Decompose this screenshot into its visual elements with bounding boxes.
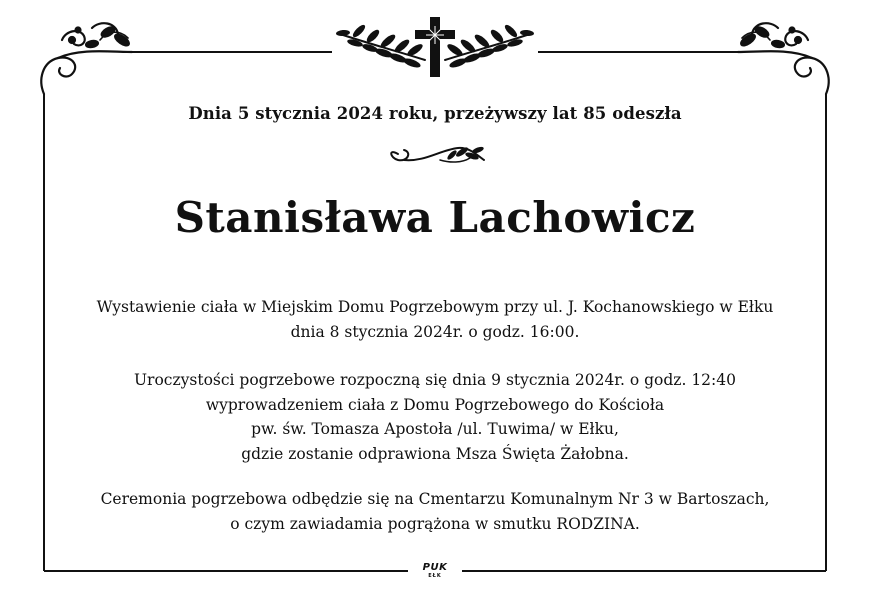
- paragraph-line: Ceremonia pogrzebowa odbędzie się na Cmentarzu Komunalnym Nr 3 w Bartoszach,: [100, 490, 770, 508]
- paragraph-line: o czym zawiadamia pogrążona w smutku RODZINA.: [230, 514, 640, 533]
- puk-logo: [414, 563, 456, 579]
- paragraph-line: dnia 8 stycznia 2024r. o godz. 16:00.: [290, 322, 580, 341]
- floral-scroll-left-icon: [41, 23, 132, 94]
- burial-paragraph: [44, 487, 826, 536]
- cross-with-laurel-icon: [336, 17, 534, 77]
- intro-line: Dnia 5 stycznia 2024 roku, przeżywszy lat 85 odeszła: [188, 104, 682, 123]
- paragraph-line: gdzie zostanie odprawiona Msza Święta Żałobna.: [241, 444, 629, 463]
- paragraph-line: wyprowadzeniem ciała z Domu Pogrzebowego do Kościoła: [205, 395, 665, 414]
- ceremony-paragraph: [44, 368, 826, 466]
- paragraph-line: Uroczystości pogrzebowe rozpoczną się dnia 9 stycznia 2024r. o godz. 12:40: [133, 371, 736, 389]
- deceased-name: Stanisława Lachowicz: [174, 193, 696, 242]
- paragraph-line: pw. św. Tomasza Apostoła /ul. Tuwima/ w Ełku,: [251, 420, 619, 438]
- viewing-paragraph: [44, 295, 826, 344]
- paragraph-line: Wystawienie ciała w Miejskim Domu Pogrzebowym przy ul. J. Kochanowskiego w Ełku: [96, 298, 774, 316]
- logo-main-text: PUK: [422, 562, 448, 573]
- logo-sub-text: EŁK: [428, 573, 442, 579]
- floral-scroll-right-icon: [738, 23, 829, 94]
- leaf-swirl-divider-icon: [391, 146, 484, 162]
